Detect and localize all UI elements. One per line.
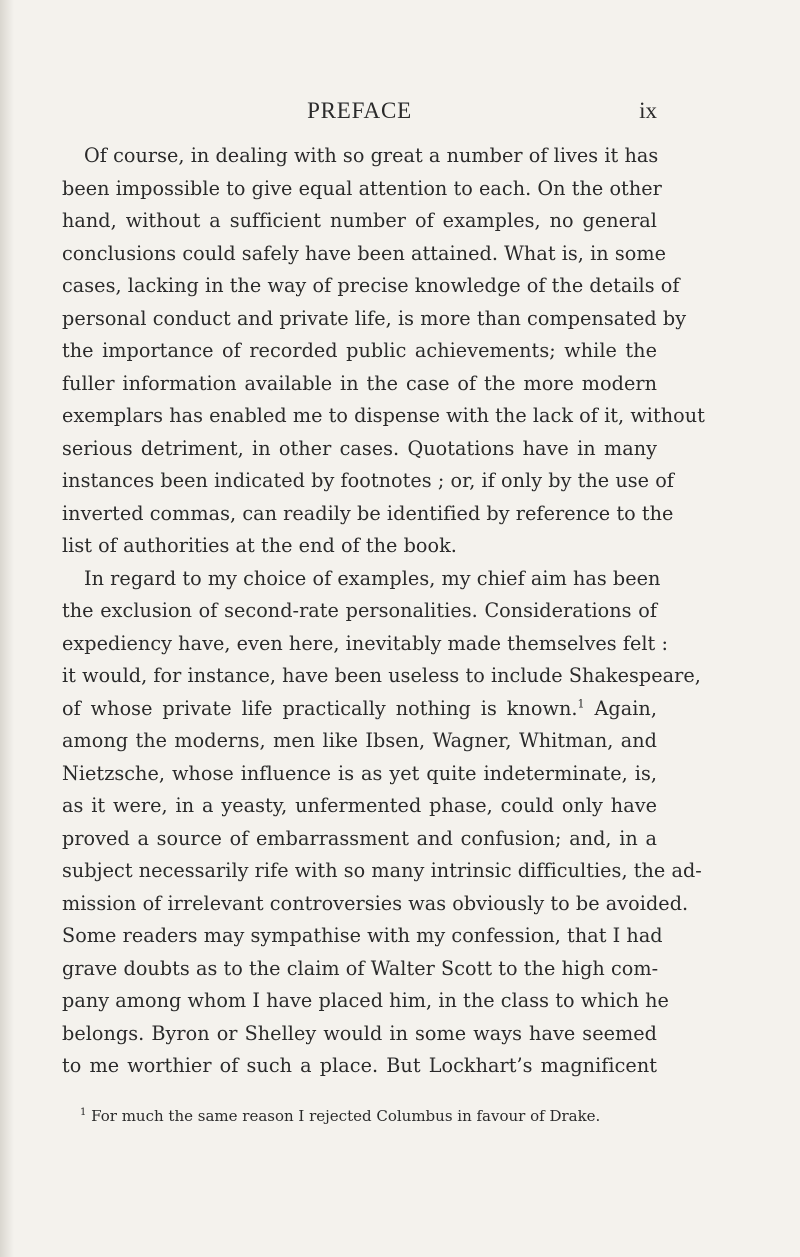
text-line: the importance of recorded public achievements; while the <box>62 339 657 362</box>
text-line: instances been indicated by footnotes ; or, if only by the use of <box>62 469 674 492</box>
text-line: list of authorities at the end of the book. <box>62 534 457 557</box>
footnote-marker: 1 <box>80 1107 87 1118</box>
text-line: mission of irrelevant controversies was obviously to be avoided. <box>62 891 689 915</box>
body-text <box>62 140 705 1083</box>
text-line: cases, lacking in the way of precise knowledge of the details of <box>62 274 680 297</box>
text-line: been impossible to give equal attention to each. On the other <box>62 176 662 200</box>
paragraph-2 <box>62 563 702 1083</box>
text-line: Some readers may sympathise with my confession, that I had <box>62 924 663 947</box>
text-line-with-footnote <box>62 693 657 726</box>
running-title: PREFACE <box>307 98 412 123</box>
text-line: pany among whom I have placed him, in the class to which he <box>62 989 669 1012</box>
footnote-reference: 1 <box>577 697 585 711</box>
text-line: personal conduct and private life, is more than compensated by <box>62 306 687 330</box>
text-line: belongs. Byron or Shelley would in some ways have seemed <box>62 1021 657 1045</box>
text-line: In regard to my choice of examples, my chief aim has been <box>84 566 661 590</box>
text-line: it would, for instance, have been useless to include Shakespeare, <box>62 664 701 687</box>
text-segment: Again, <box>594 696 657 720</box>
footnote-text: For much the same reason I rejected Columbus in favour of Drake. <box>91 1107 601 1125</box>
text-line: subject necessarily rife with so many intrinsic difficulties, the ad- <box>62 859 702 882</box>
text-line: inverted commas, can readily be identified by reference to the <box>62 501 674 525</box>
text-line: among the moderns, men like Ibsen, Wagner, Whitman, and <box>62 729 657 752</box>
text-line: fuller information available in the case of the more modern <box>62 371 657 395</box>
text-line: exemplars has enabled me to dispense with the lack of it, without <box>62 404 705 427</box>
paragraph-1 <box>62 140 705 563</box>
text-line: proved a source of embarrassment and confusion; and, in a <box>62 826 657 850</box>
text-line: grave doubts as to the claim of Walter Scott to the high com- <box>62 956 659 980</box>
text-line: serious detriment, in other cases. Quotations have in many <box>62 436 657 460</box>
text-line: expediency have, even here, inevitably made themselves felt : <box>62 631 668 655</box>
text-line: the exclusion of second-rate personalities. Considerations of <box>62 599 657 622</box>
page-number: ix <box>639 98 657 123</box>
text-line: hand, without a sufficient number of examples, no general <box>62 209 657 232</box>
footnote <box>80 1106 660 1126</box>
text-line: as it were, in a yeasty, unfermented phase, could only have <box>62 794 657 817</box>
text-line: to me worthier of such a place. But Lockhart’s magnificent <box>62 1054 657 1077</box>
text-line: Of course, in dealing with so great a number of lives it has <box>84 144 659 167</box>
page-edge-shadow <box>0 0 14 1257</box>
text-line: conclusions could safely have been attained. What is, in some <box>62 241 666 265</box>
text-line: Nietzsche, whose influence is as yet quite indeterminate, is, <box>62 761 657 785</box>
running-head <box>62 98 657 132</box>
text-segment: of whose private life practically nothing is known. <box>62 696 578 720</box>
